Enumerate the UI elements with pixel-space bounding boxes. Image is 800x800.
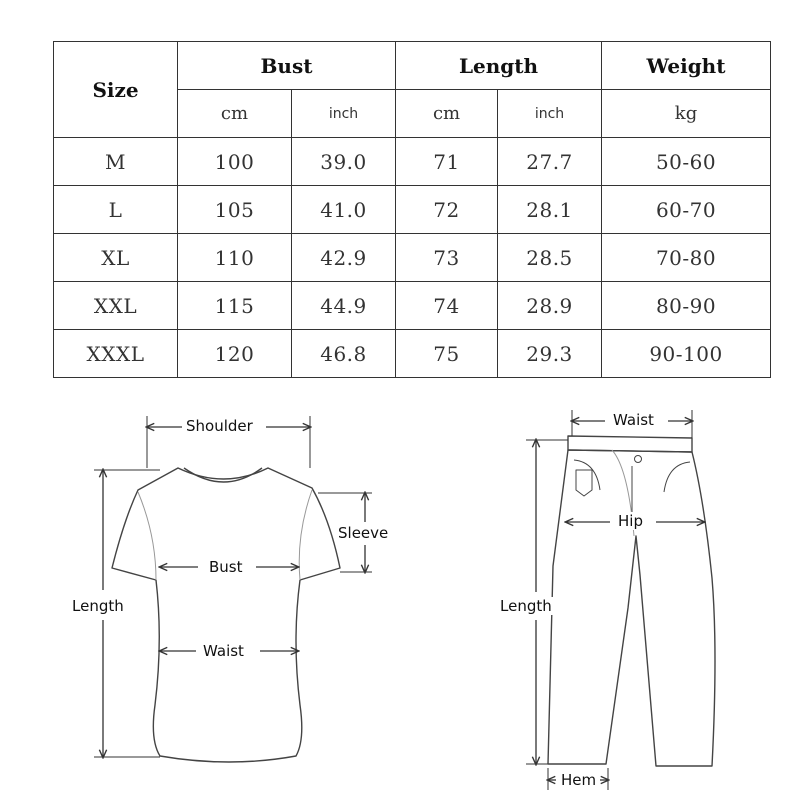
- bust-cm-cell: 115: [178, 282, 292, 330]
- pants-length-label: Length: [500, 597, 552, 615]
- weight-kg-unit: kg: [602, 90, 771, 138]
- shirt-length-label: Length: [72, 597, 124, 615]
- weight-cell: 50-60: [602, 138, 771, 186]
- size-cell: XXL: [54, 282, 178, 330]
- shirt-waist-label: Waist: [203, 642, 244, 660]
- length-inch-cell: 27.7: [498, 138, 602, 186]
- length-cm-unit: cm: [396, 90, 498, 138]
- bust-cm-unit: cm: [178, 90, 292, 138]
- length-cm-cell: 71: [396, 138, 498, 186]
- length-inch-cell: 28.1: [498, 186, 602, 234]
- tshirt-outline: [112, 468, 340, 762]
- bust-inch-cell: 42.9: [292, 234, 396, 282]
- bust-header: Bust: [178, 42, 396, 90]
- size-cell: XL: [54, 234, 178, 282]
- weight-header: Weight: [602, 42, 771, 90]
- weight-cell: 90-100: [602, 330, 771, 378]
- pants-waist-label: Waist: [613, 411, 654, 429]
- shirt-shoulder-label: Shoulder: [186, 417, 253, 435]
- length-inch-cell: 29.3: [498, 330, 602, 378]
- pants-outline: [548, 436, 715, 766]
- size-cell: XXXL: [54, 330, 178, 378]
- size-header: Size: [54, 42, 178, 138]
- length-inch-cell: 28.9: [498, 282, 602, 330]
- size-cell: L: [54, 186, 178, 234]
- bust-inch-cell: 39.0: [292, 138, 396, 186]
- length-inch-unit: inch: [498, 90, 602, 138]
- bust-inch-unit: inch: [292, 90, 396, 138]
- pants-hem-label: Hem: [561, 771, 597, 789]
- bust-cm-cell: 100: [178, 138, 292, 186]
- shirt-bust-label: Bust: [209, 558, 243, 576]
- length-cm-cell: 72: [396, 186, 498, 234]
- shirt-sleeve-label: Sleeve: [338, 524, 389, 542]
- bust-cm-cell: 110: [178, 234, 292, 282]
- size-cell: M: [54, 138, 178, 186]
- length-header: Length: [396, 42, 602, 90]
- shirt-dimension-lines: [94, 416, 372, 757]
- bust-inch-cell: 46.8: [292, 330, 396, 378]
- length-cm-cell: 75: [396, 330, 498, 378]
- weight-cell: 60-70: [602, 186, 771, 234]
- bust-inch-cell: 44.9: [292, 282, 396, 330]
- length-inch-cell: 28.5: [498, 234, 602, 282]
- weight-cell: 80-90: [602, 282, 771, 330]
- bust-cm-cell: 120: [178, 330, 292, 378]
- length-cm-cell: 73: [396, 234, 498, 282]
- weight-cell: 70-80: [602, 234, 771, 282]
- pants-hip-label: Hip: [618, 512, 643, 530]
- length-cm-cell: 74: [396, 282, 498, 330]
- bust-cm-cell: 105: [178, 186, 292, 234]
- bust-inch-cell: 41.0: [292, 186, 396, 234]
